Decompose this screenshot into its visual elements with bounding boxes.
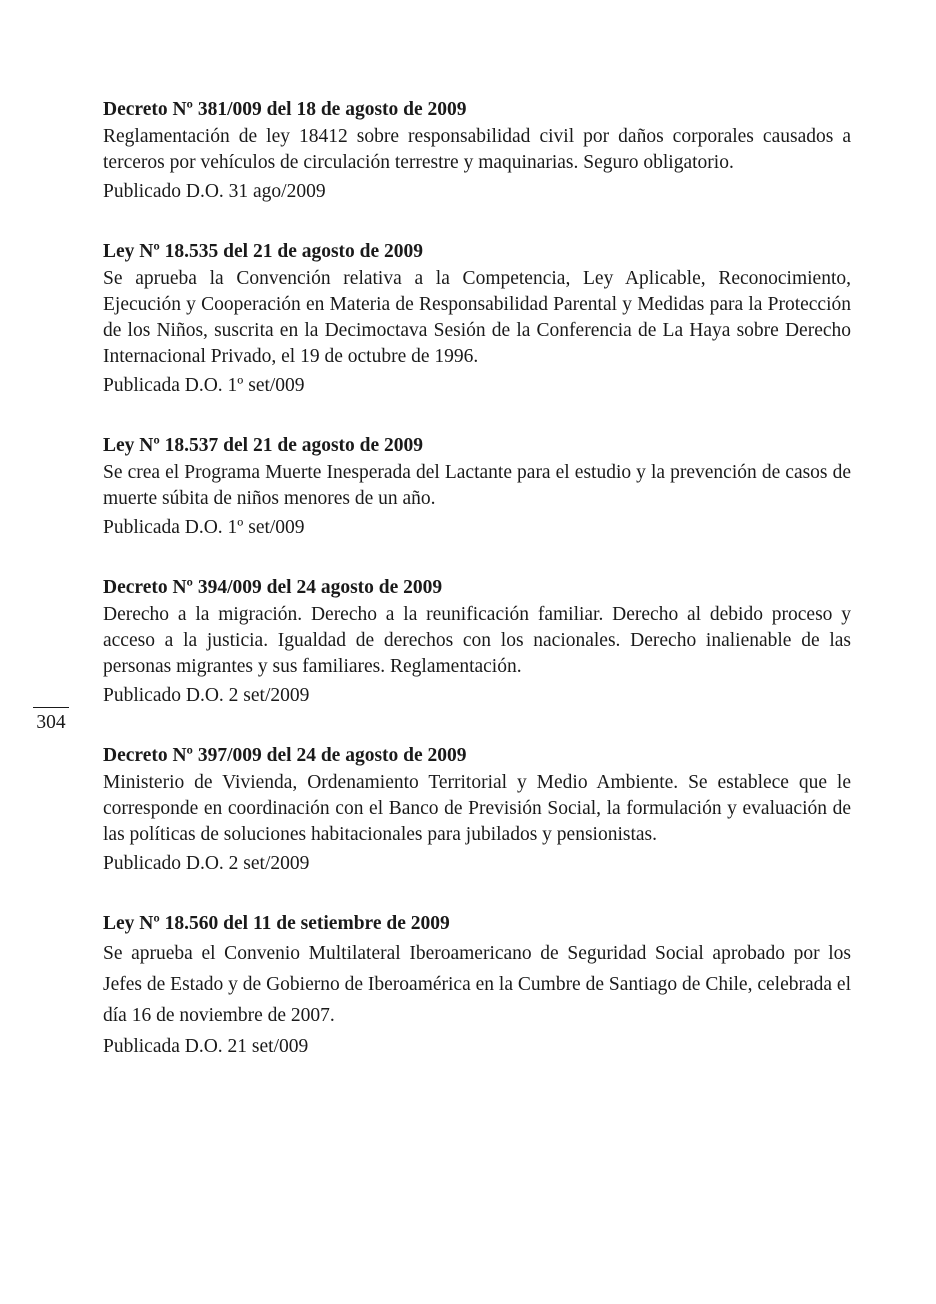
entry-publication: Publicada D.O. 1º set/009 [103, 375, 305, 396]
entry-ley-18560 [103, 910, 851, 1063]
entry-title: Decreto Nº 394/009 del 24 agosto de 2009 [103, 577, 443, 598]
entry-title: Ley Nº 18.560 del 11 de setiembre de 2009 [103, 913, 450, 934]
entry-decreto-397 [103, 742, 851, 880]
entry-body: Se aprueba el Convenio Multilateral Iberoamericano de Seguridad Social aprobado por los Jefes de Estado y de Gobierno de Iberoamérica en la Cumbre de Santiago de Chile, celebrada el día 16 de noviembre de 2007. [103, 943, 851, 1026]
page-number: 304 [33, 707, 69, 736]
entry-publication: Publicado D.O. 31 ago/2009 [103, 181, 326, 202]
entry-publication: Publicado D.O. 2 set/2009 [103, 685, 310, 706]
entry-body: Reglamentación de ley 18412 sobre responsabilidad civil por daños corporales causados a terceros por vehículos de circulación terrestre y maquinarias. Seguro obligatorio. [103, 126, 851, 173]
entry-title: Ley Nº 18.537 del 21 de agosto de 2009 [103, 435, 424, 456]
entry-body: Derecho a la migración. Derecho a la reunificación familiar. Derecho al debido proceso y acceso a la justicia. Igualdad de derechos con los nacionales. Derecho inalienable de las personas migrantes y sus familiares. Reglamentación. [103, 604, 851, 677]
entry-ley-18535 [103, 238, 851, 402]
document-page [103, 96, 851, 1093]
entry-body: Se crea el Programa Muerte Inesperada del Lactante para el estudio y la prevención de casos de muerte súbita de niños menores de un año. [103, 462, 851, 509]
entry-title: Decreto Nº 381/009 del 18 de agosto de 2009 [103, 99, 467, 120]
entry-decreto-381 [103, 96, 851, 208]
entry-ley-18537 [103, 432, 851, 544]
entry-body: Se aprueba la Convención relativa a la Competencia, Ley Aplicable, Reconocimiento, Ejecución y Cooperación en Materia de Responsabilidad Parental y Medidas para la Protección de los Niños, suscrita en la Decimoctava Sesión de la Conferencia de La Haya sobre Derecho Internacional Privado, el 19 de octubre de 1996. [103, 268, 851, 367]
entry-title: Ley Nº 18.535 del 21 de agosto de 2009 [103, 241, 424, 262]
entry-publication: Publicada D.O. 21 set/009 [103, 1036, 309, 1057]
entry-publication: Publicado D.O. 2 set/2009 [103, 853, 310, 874]
entry-publication: Publicada D.O. 1º set/009 [103, 517, 305, 538]
entry-title: Decreto Nº 397/009 del 24 de agosto de 2009 [103, 745, 467, 766]
entry-decreto-394 [103, 574, 851, 712]
entry-body: Ministerio de Vivienda, Ordenamiento Territorial y Medio Ambiente. Se establece que le corresponde en coordinación con el Banco de Previsión Social, la formulación y evaluación de las políticas de soluciones habitacionales para jubilados y pensionistas. [103, 772, 851, 845]
